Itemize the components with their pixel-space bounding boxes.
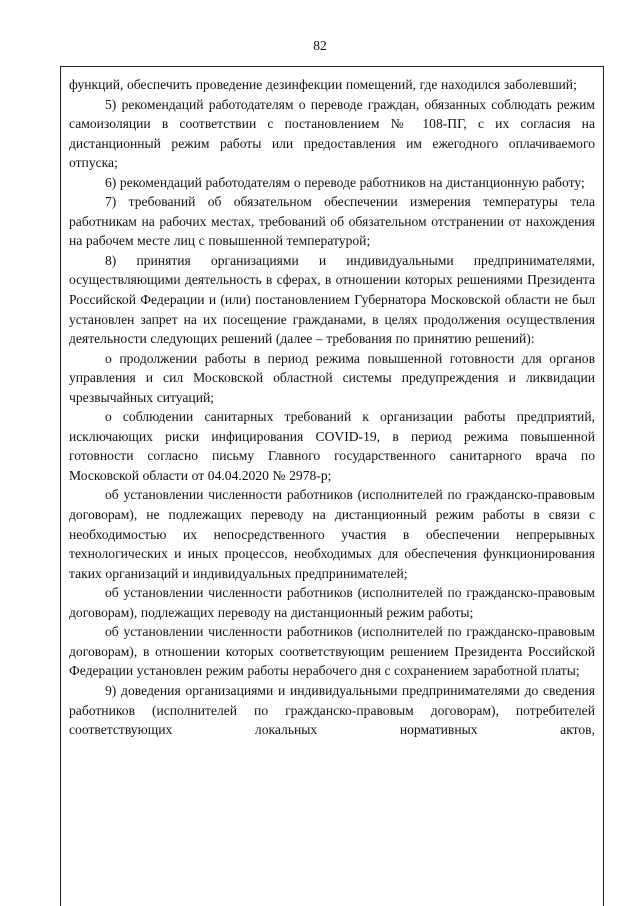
paragraph-subitem-sanitary-requirements: о соблюдении санитарных требований к организации работы предприятий, исключающих риски инфицирования COVID-19, в период режима повышенной готовности согласно письму Главного государственного санитарного врача по Московской области от 04.04.2020 № 2978-р; xyxy=(69,409,595,483)
paragraph-item-9: 9) доведения организациями и индивидуальными предпринимателями до сведения работников (исполнителей по гражданско-правовым договорам), потребителей соответствующих локальных нормативных актов, xyxy=(69,682,595,738)
page-number: 82 xyxy=(313,38,327,53)
paragraph-item-6: 6) рекомендаций работодателям о переводе работников на дистанционную работу; xyxy=(105,174,585,190)
paragraph-subitem-remote-staff: об установлении численности работников (исполнителей по гражданско-правовым договорам), подлежащих переводу на дистанционный режим работы; xyxy=(69,585,595,620)
paragraph-item-5: 5) рекомендаций работодателям о переводе граждан, обязанных соблюдать режим самоизоляции в соответствии с постановлением № 108-ПГ, с их согласия на дистанционный режим работы или предоставления им ежегодного оплачиваемого отпуска; xyxy=(69,96,595,171)
paragraph-item-7: 7) требований об обязательном обеспечении измерения температуры тела работникам на рабочих местах, требований об обязательном отстранении от нахождения на рабочем месте лиц с повышенной температурой; xyxy=(69,194,595,249)
paragraph-subitem-continuation-work: о продолжении работы в период режима повышенной готовности для органов управления и сил Московской областной системы предупреждения и ликвидации чрезвычайных ситуаций; xyxy=(69,350,595,405)
paragraph-continuation: функций, обеспечить проведение дезинфекции помещений, где находился заболевший; xyxy=(69,77,577,92)
paragraph-subitem-non-remote-staff: об установлении численности работников (исполнителей по гражданско-правовым договорам), не подлежащих переводу на дистанционный режим работы в связи с необходимостью их непосредственного участия в обеспечении непрерывных технологических и иных процессов, необходимых для обеспечения функционирования таких организаций и индивидуальных предпринимателей; xyxy=(69,487,595,581)
paragraph-item-8: 8) принятия организациями и индивидуальными предпринимателями, осуществляющими деятельность в сферах, в отношении которых решениями Президента Российской Федерации и (или) постановлением Губернатора Московской области не был установлен запрет на их посещение гражданами, в целях продолжения осуществления деятельности следующих решений (далее – требования по принятию решений): xyxy=(69,252,595,347)
paragraph-subitem-non-working-days: об установлении численности работников (исполнителей по гражданско-правовым договорам), в отношении которых соответствующим решением Президента Российской Федерации установлен режим работы нерабочего дня с сохранением заработной платы; xyxy=(69,624,595,679)
text-frame xyxy=(60,66,604,906)
